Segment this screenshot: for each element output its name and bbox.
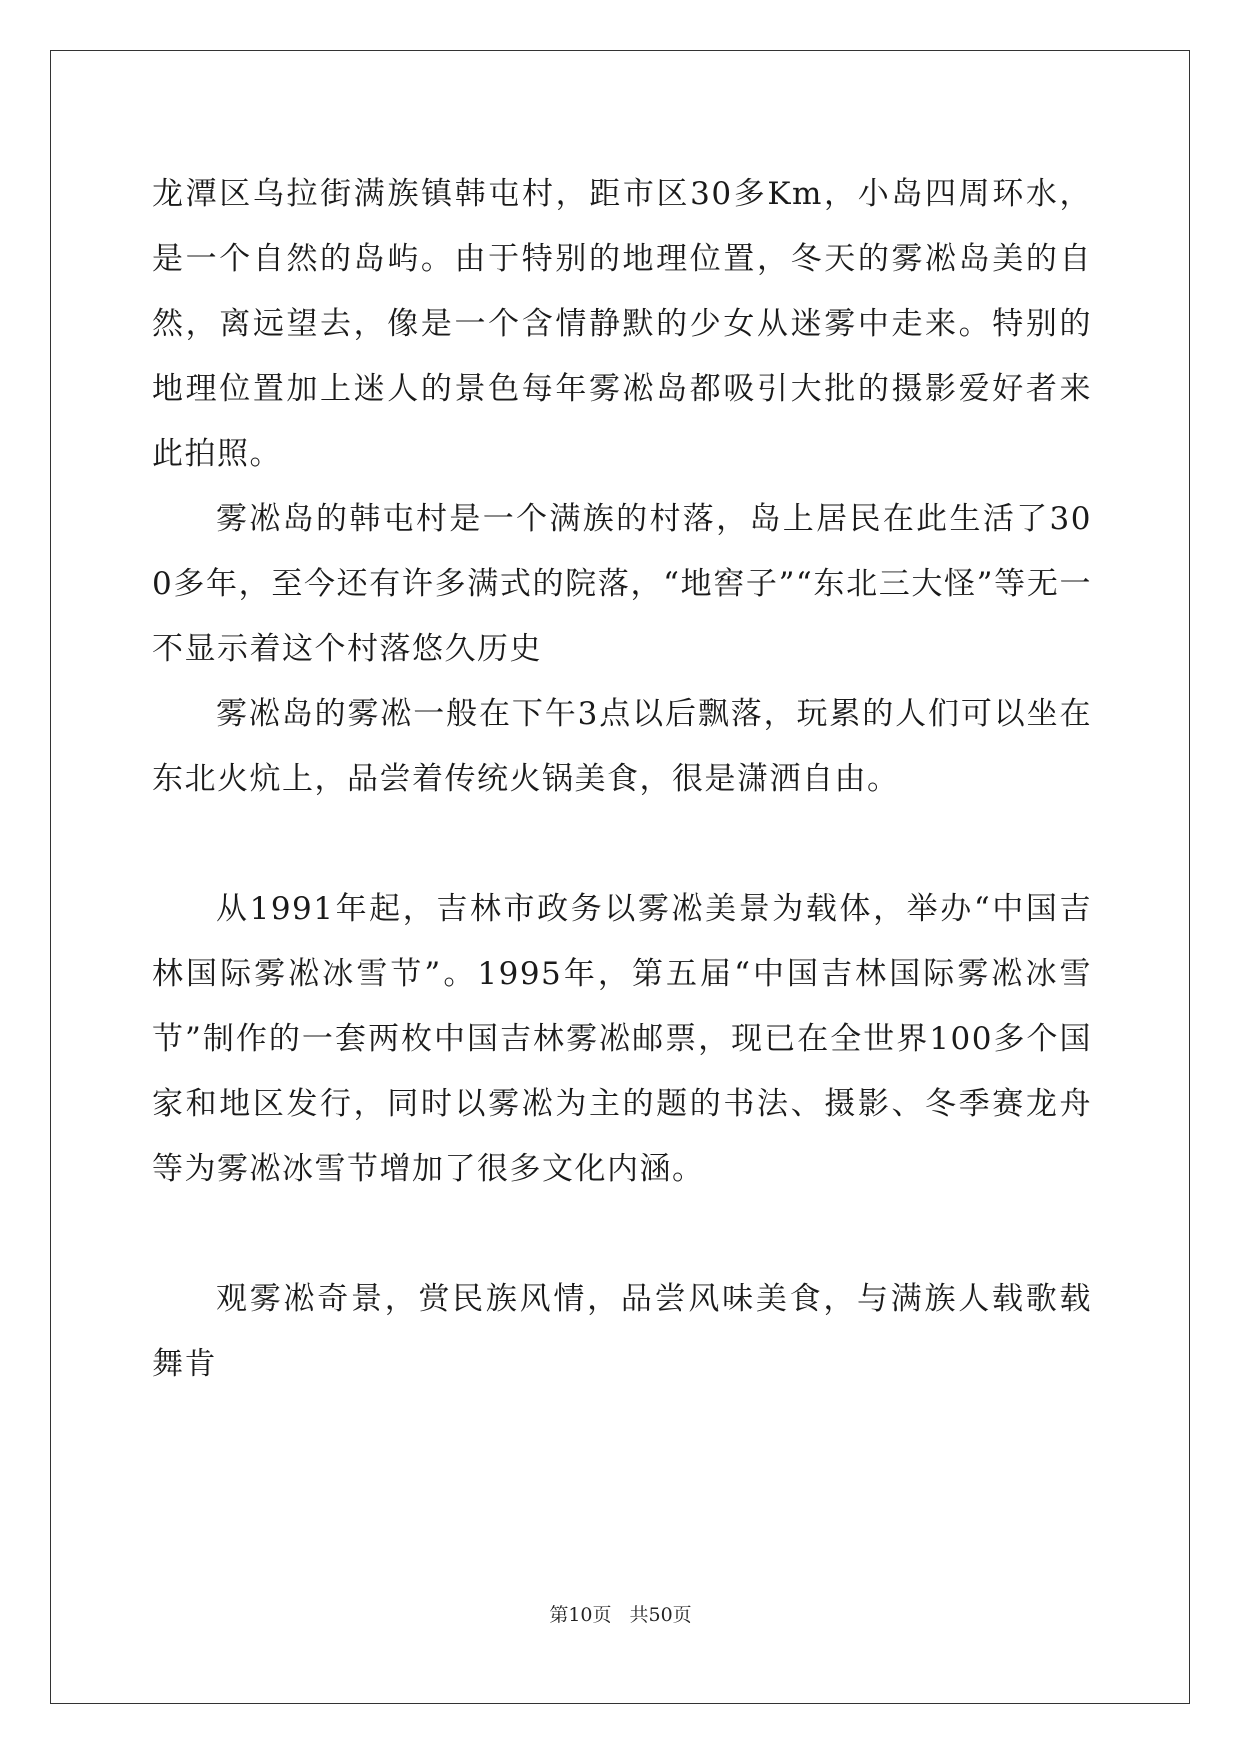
paragraph-1: 龙潭区乌拉街满族镇韩屯村，距市区30多Km，小岛四周环水，是一个自然的岛屿。由于特别的地理位置，冬天的雾凇岛美的自然，离远望去，像是一个含情静默的少女从迷雾中走来。特别的地理位置加上迷人的景色每年雾凇岛都吸引大批的摄影爱好者来此拍照。 (152, 176, 1092, 472)
page-number-total: 共50页 (629, 1604, 692, 1626)
page-number-current: 第10页 (549, 1604, 612, 1626)
paragraph-4: 从1991年起，吉林市政务以雾凇美景为载体，举办“中国吉林国际雾凇冰雪节”。1995年，第五届“中国吉林国际雾凇冰雪节”制作的一套两枚中国吉林雾凇邮票，现已在全世界100多个国家和地区发行，同时以雾凇为主的题的书法、摄影、冬季赛龙舟等为雾凇冰雪节增加了很多文化内涵。 (152, 891, 1092, 1187)
paragraph-5: 观雾凇奇景，赏民族风情，品尝风味美食，与满族人载歌载舞肯 (152, 1281, 1092, 1382)
paragraph-2: 雾凇岛的韩屯村是一个满族的村落，岛上居民在此生活了300多年，至今还有许多满式的院落，“地窖子”“东北三大怪”等无一不显示着这个村落悠久历史 (152, 501, 1092, 667)
paragraph-3: 雾凇岛的雾凇一般在下午3点以后飘落，玩累的人们可以坐在东北火炕上，品尝着传统火锅美食，很是潇洒自由。 (152, 696, 1092, 797)
document-body (152, 162, 1092, 1397)
page-footer (0, 1600, 1241, 1627)
